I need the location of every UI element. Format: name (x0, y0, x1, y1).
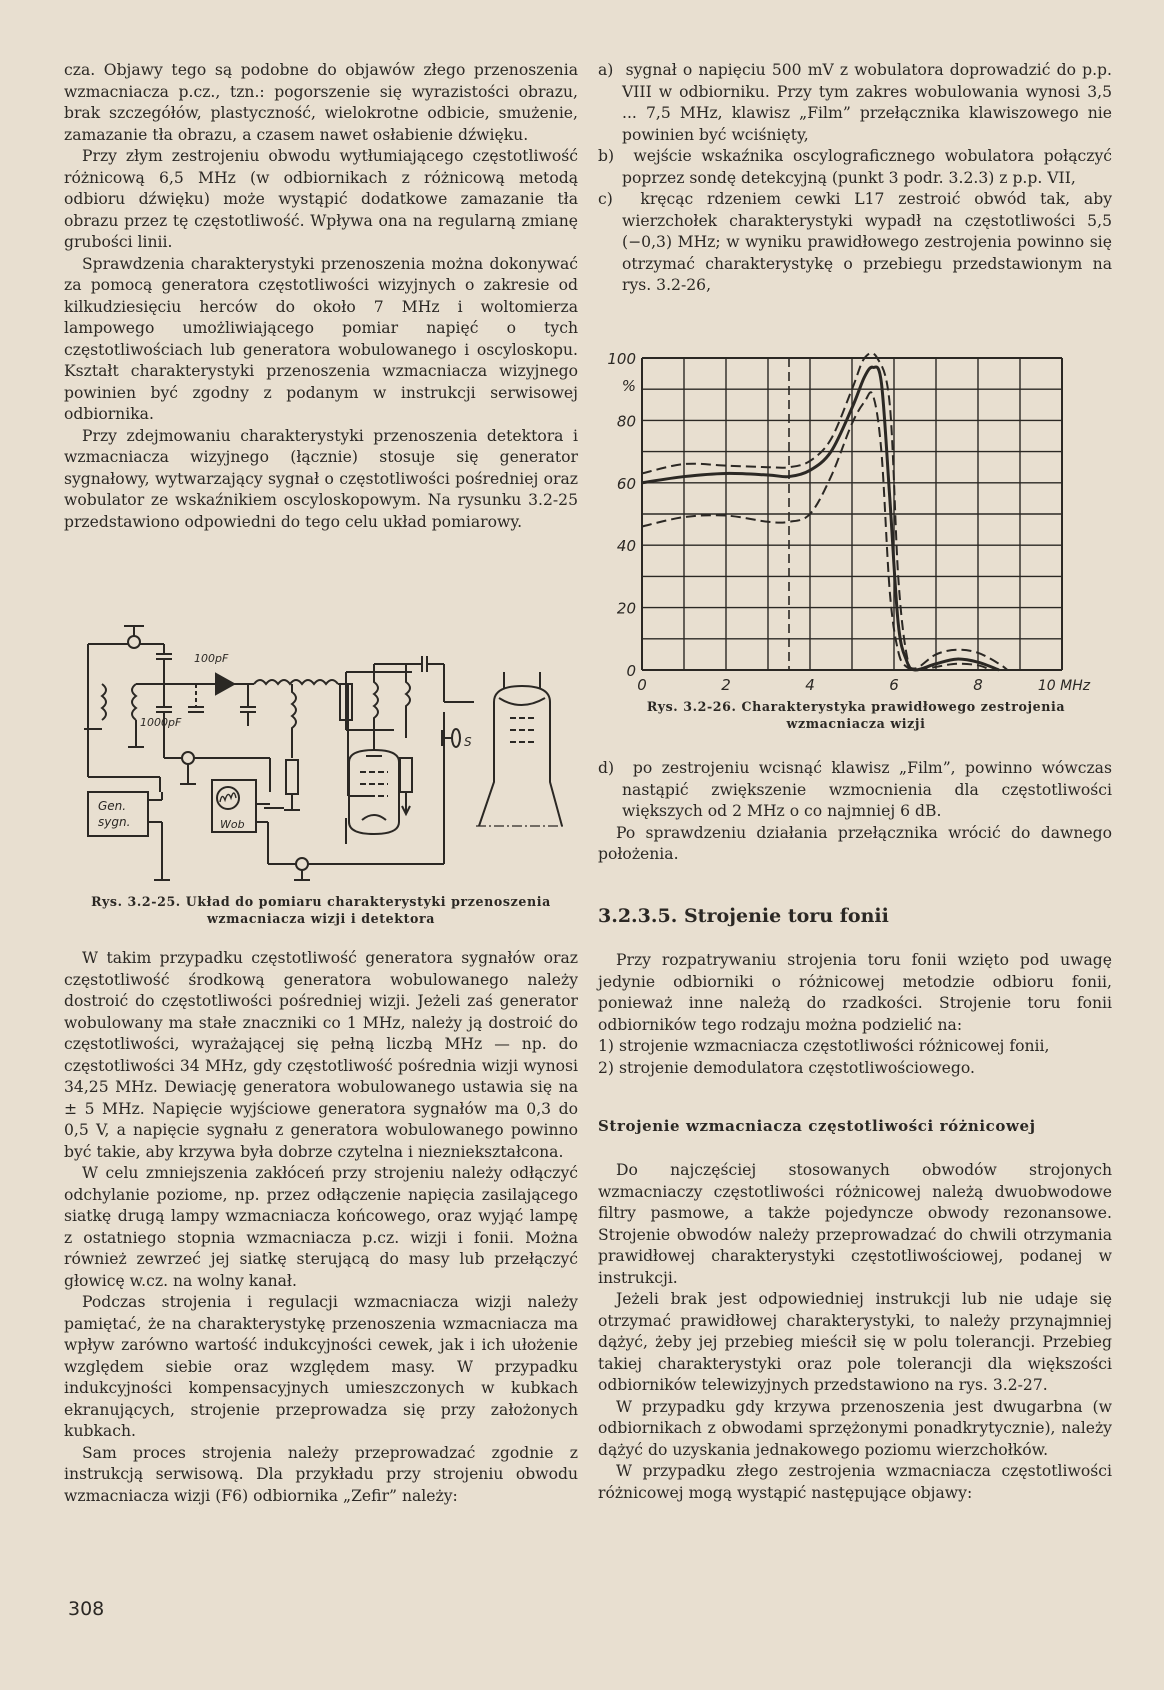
paragraph: Przy zdejmowaniu charakterystyki przenoszenia detektora i wzmacniacza wizyjnego (łącznie) stosuje się generator sygnałowy, wytwarzający sygnał o częstotliwości pośredniej oraz wobulator ze wskaźnikiem oscyloskopowym. Na rysunku 3.2-25 przedstawiono odpowiedni do tego celu układ pomiarowy. (64, 426, 578, 531)
right-list-block (598, 60, 1112, 297)
svg-text:Wob: Wob (220, 818, 245, 831)
y-axis-unit: % (621, 377, 636, 396)
svg-text:100pF: 100pF (194, 652, 229, 665)
svg-text:sygn.: sygn. (98, 815, 131, 829)
x-tick-label: 2 (721, 676, 731, 694)
right-text-block-section (598, 950, 1112, 1079)
series-curve (642, 353, 1007, 670)
svg-text:1000pF: 1000pF (140, 716, 182, 729)
x-tick-label: 4 (805, 676, 815, 694)
caption-line: Rys. 3.2-26. Charakterystyka prawidłowego zestrojenia (646, 699, 1066, 714)
numbered-item: 1) strojenie wzmacniacza częstotliwości różnicowej fonii, (598, 1037, 1050, 1055)
y-tick-label: 0 (626, 662, 636, 680)
series-curve (642, 367, 999, 670)
caption-line: wzmacniacza wizji i detektora (206, 911, 436, 926)
y-tick-label: 40 (616, 537, 636, 556)
paragraph: Sprawdzenia charakterystyki przenoszenia można dokonywać za pomocą generatora częstotliwości wizyjnych o zakresie od kilkudziesięciu herców do około 7 MHz i woltomierza lampowego umożliwiającego pomiar napięć o tych częstotliwościach lub generatora wobulowanego i oscyloskopu. Kształt charakterystyki przenoszenia wzmacniacza wizyjnego powinien być zgodny z podanym w instrukcji serwisowej odbiornika. (64, 254, 578, 423)
left-text-block-1 (64, 60, 578, 533)
series-curve (642, 392, 991, 670)
paragraph: cza. Objawy tego są podobne do objawów złego przenoszenia wzmacniacza p.cz., tzn.: pogorszenie się wyrazistości obrazu, brak szczegółów, plastyczność, wielokrotne odbicie, smużenie, zamazanie tła obrazu, a czasem nawet osłabienie dźwięku. (64, 61, 578, 144)
y-tick-label: 60 (616, 474, 636, 493)
paragraph: W przypadku złego zestrojenia wzmacniacza częstotliwości różnicowej mogą wystąpić następujące objawy: (598, 1462, 1112, 1502)
list-item-c: c) kręcąc rdzeniem cewki L17 zestroić obwód tak, aby wierzchołek charakterystyki wypadł na częstotliwości 5,5 (−0,3) MHz; w wyniku prawidłowego zestrojenia powinno się otrzymać charakterystykę o przebiegu przedstawionym na rys. 3.2-26, (598, 190, 1112, 294)
left-text-block-2 (64, 948, 578, 1507)
right-text-block-d (598, 758, 1112, 866)
paragraph: Przy rozpatrywaniu strojenia toru fonii wzięto pod uwagę jedynie odbiorniki o różnicowej metodzie odbioru fonii, ponieważ inne należą do rzadkości. Strojenie toru fonii odbiorników tego rodzaju można podzielić na: (598, 951, 1112, 1034)
x-tick-label: 6 (889, 676, 899, 694)
y-tick-label: 100 (607, 350, 636, 368)
transfer-characteristic-chart (600, 348, 1091, 694)
paragraph: W takim przypadku częstotliwość generatora sygnałów oraz częstotliwość środkową generatora wobulowanego należy dostroić do częstotliwości pośredniej wizji. Jeżeli zaś generator wobulowany ma stałe znaczniki co 1 MHz, należy ją dostroić do częstotliwości, wyrażającej się pełną liczbą MHz — np. do częstotliwości 34 MHz, gdy częstotliwość pośrednia wizji wynosi 34,25 MHz. Dewiację generatora wobulowanego ustawia się na ± 5 MHz. Napięcie wyjściowe generatora sygnałów ma 0,3 do 0,5 V, a napięcie sygnału z generatora wobulowanego powinno być takie, aby krzywa była dobrze czytelna i niezniekształcona. (64, 949, 578, 1161)
list-item-d: d) po zestrojeniu wcisnąć klawisz „Film”, powinno wówczas nastąpić zwiększenie wzmocnienia dla częstotliwości większych od 2 MHz o co najmniej 6 dB. (598, 759, 1112, 820)
y-tick-label: 80 (616, 412, 636, 431)
x-axis-unit: 10 MHz (1037, 678, 1091, 694)
paragraph: Podczas strojenia i regulacji wzmacniacza wizji należy pamiętać, że na charakterystykę przenoszenia wzmacniacza ma wpływ zarówno wartość indukcyjności cewek, jak i ich ułożenie względem siebie oraz względem masy. W przypadku indukcyjności kompensacyjnych umieszczonych w kubkach ekranujących, strojenie przeprowadza się przy założonych kubkach. (64, 1293, 578, 1440)
y-tick-label: 20 (616, 599, 636, 618)
numbered-item: 2) strojenie demodulatora częstotliwościowego. (598, 1058, 975, 1077)
list-item-b: b) wejście wskaźnika oscylograficznego wobulatora połączyć poprzez sondę detekcyjną (punkt 3 podr. 3.2.3) z p.p. VII, (598, 147, 1112, 187)
x-tick-label: 8 (973, 676, 983, 694)
svg-text:Gen.: Gen. (98, 799, 127, 813)
page-number: 308 (68, 1598, 105, 1620)
x-tick-label: 0 (637, 676, 647, 694)
list-item-a: a) sygnał o napięciu 500 mV z wobulatora doprowadzić do p.p. VIII w odbiorniku. Przy tym zakres wobulowania wynosi 3,5 ... 7,5 MHz, klawisz „Film” przełącznika klawiszowego nie powinien być wciśnięty, (598, 61, 1112, 144)
paragraph: W przypadku gdy krzywa przenoszenia jest dwugarbna (w odbiornikach z obwodami sprzężonymi ponadkrytycznie), należy dążyć do uzyskania jednakowego poziomu wierzchołków. (598, 1397, 1112, 1459)
paragraph: Po sprawdzeniu działania przełącznika wrócić do dawnego położenia. (598, 823, 1112, 863)
paragraph: Sam proces strojenia należy przeprowadzać zgodnie z instrukcją serwisową. Dla przykładu przy strojeniu obwodu wzmacniacza wizji (F6) odbiornika „Zefir” należy: (64, 1443, 578, 1505)
paragraph: Jeżeli brak jest odpowiedniej instrukcji lub nie udaje się otrzymać prawidłowej charakterystyki, to należy przynajmniej dążyć, żeby jej przebieg mieścił się w polu tolerancji. Przebieg takiej charakterystyki oraz pole tolerancji dla większości odbiorników telewizyjnych przedstawiono na rys. 3.2-27. (598, 1290, 1112, 1394)
caption-line: wzmacniacza wizji (786, 716, 926, 731)
subsection-heading: Strojenie wzmacniacza częstotliwości różnicowej (598, 1117, 1036, 1135)
paragraph: Przy złym zestrojeniu obwodu wytłumiającego częstotliwość różnicową 6,5 MHz (w odbiornikach z różnicową metodą odbioru dźwięku) może wystąpić dodatkowe zamazanie tła obrazu przez tę częstotliwość. Wpływa ona na regularną zmianę grubości linii. (64, 147, 578, 251)
paragraph: W celu zmniejszenia zakłóceń przy strojeniu należy odłączyć odchylanie poziome, np. przez odłączenie napięcia zasilającego siatkę drugą lampy wzmacniacza końcowego, oraz wyjąć lampę z ostatniego stopnia wzmacniacza p.cz. wizji i fonii. Można również zewrzeć jej siatkę sterującą do masy lub przełączyć głowicę w.cz. na wolny kanał. (64, 1164, 578, 1290)
right-text-block-sub (598, 1160, 1112, 1504)
paragraph: Do najczęściej stosowanych obwodów strojonych wzmacniaczy częstotliwości różnicowej należą dwuobwodowe filtry pasmowe, a także pojedyncze obwody rezonansowe. Strojenie obwodów należy przeprowadzać do chwili otrzymania prawidłowej charakterystyki częstotliwościowej, podanej w instrukcji. (598, 1161, 1112, 1287)
figure-caption-26 (626, 698, 1086, 732)
svg-text:S: S (464, 735, 472, 749)
circuit-diagram (84, 622, 564, 884)
section-heading: 3.2.3.5. Strojenie toru fonii (598, 905, 889, 927)
figure-caption-25 (64, 893, 578, 927)
caption-line: Rys. 3.2-25. Układ do pomiaru charakterystyki przenoszenia (91, 894, 551, 909)
